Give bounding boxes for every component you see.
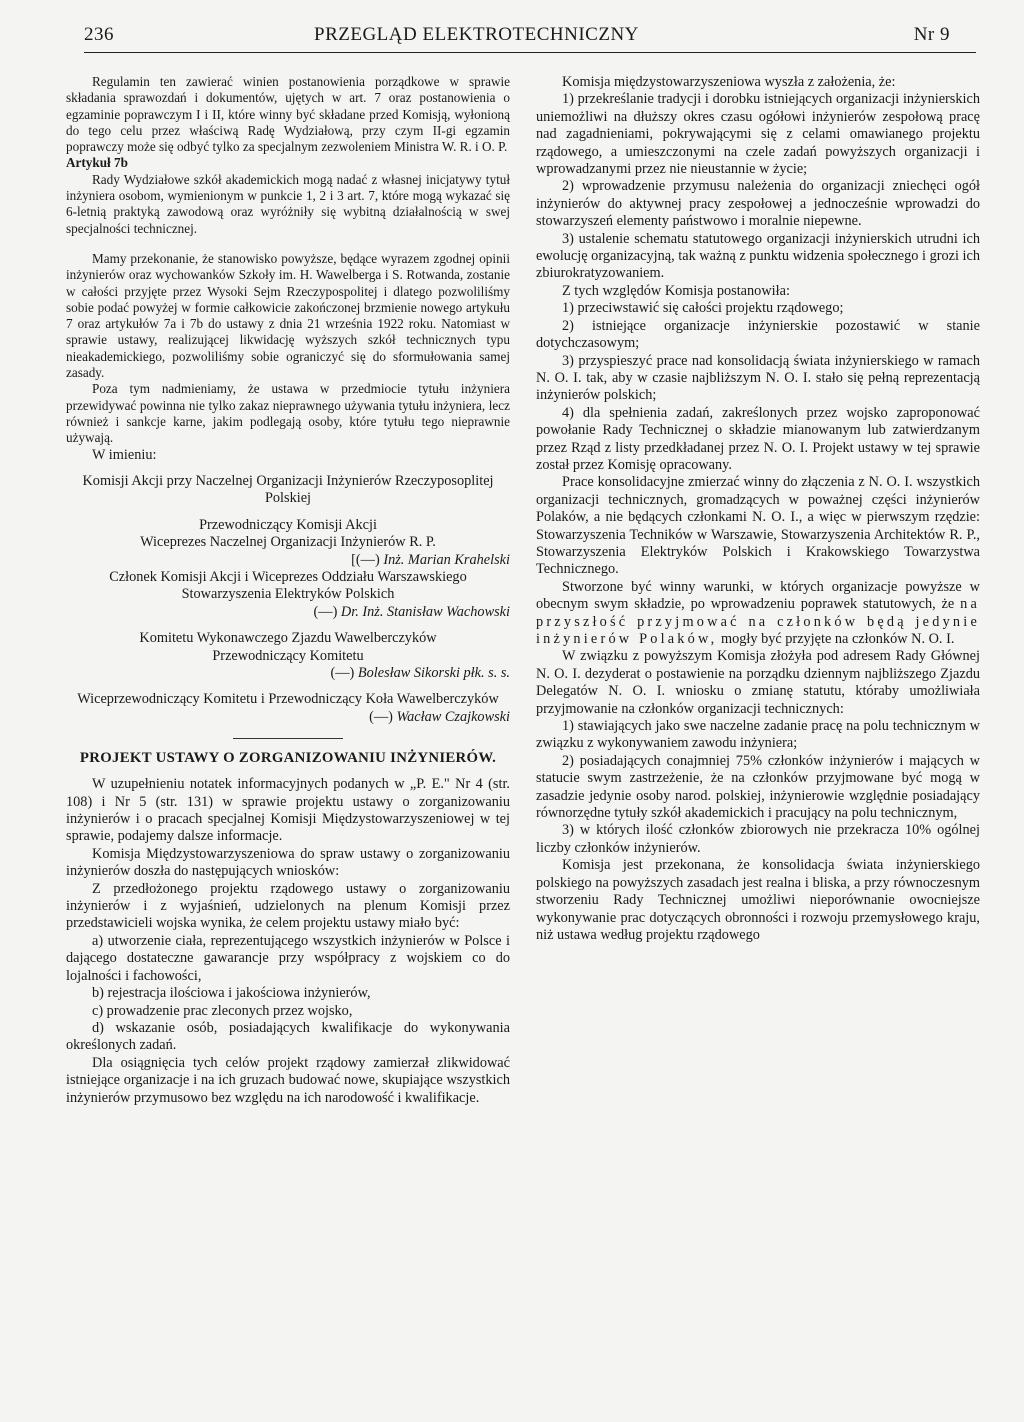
article-heading: Artykuł 7b	[66, 155, 128, 171]
signatory-name: Dr. Inż. Stanisław Wachowski	[340, 603, 510, 620]
list-item: 1) przeciwstawić się całości projektu rządowego;	[562, 300, 844, 317]
issue-number: Nr 9	[913, 24, 950, 45]
paragraph: W imieniu:	[92, 446, 157, 463]
paragraph: W związku z powyższym Komisja złożyła pod adresem Rady Głównej N. O. I. dezyderat o postawienie na porządku dziennym najbliższego Zjazdu Delegatów N. O. I. wniosku o zmianę statutu, któraby umożliwiała przyjmowanie na członków organizacji technicznych:	[536, 648, 980, 717]
page-header	[84, 18, 976, 53]
signature-mark: (—)	[330, 665, 355, 681]
paragraph-text: Stworzone być winny warunki, w których organizacje powyższe w obecnym swym składzie, po wprowadzeniu poprawek statutowych, że	[536, 578, 980, 613]
list-item: a) utworzenie ciała, reprezentującego wszystkich inżynierów w Polsce i dającego dostateczne gawarancje przy współpracy z wojskiem co do lojalności i fachowości,	[66, 932, 510, 984]
signature	[66, 604, 510, 621]
paragraph: Regulamin ten zawierać winien postanowienia porządkowe w sprawie składania sprawozdań i dokumentów, ujętych w art. 7 oraz postanowienia o egzaminie poprawczym I i II, które winny być składane przed Komisją, wyłonioną do tego celu przez właściwą Radę Wydziałową, przy czym II-gi egzamin poprawczy może się odbyć tylko za specjalnym zezwoleniem Ministra W. R. i O. P.	[66, 74, 510, 155]
paragraph: Mamy przekonanie, że stanowisko powyższe, będące wyrazem zgodnej opinii inżynierów oraz wychowanków Szkoły im. H. Wawelberga i S. Rotwanda, zostanie w całości przyjęte przez Wysoki Sejm Rzeczypospolitej i dlatego pozwoliliśmy sobie podać powyżej w formie całkowicie zakończonej brzmienie nowego artykułu 7 oraz artykułów 7a i 7b do ustawy z dnia 21 września 1922 roku. Natomiast w sprawie ustawy, realizującej likwidację wyższych szkół technicznych typu nieakademickiego, pozwoliliśmy sobie ograniczyć się do sformułowania samej zasady.	[66, 250, 510, 381]
section-title: PROJEKT USTAWY O ZORGANIZOWANIU INŻYNIERÓW.	[79, 750, 497, 767]
organization-name: Komisji Akcji przy Naczelnej Organizacji Inżynierów Rzeczyposoplitej Polskiej	[82, 472, 494, 507]
paragraph: Komisja międzystowarzyszeniowa wyszła z założenia, że:	[562, 74, 896, 90]
organization-name: Wiceprzewodniczący Komitetu i Przewodniczący Koła Wawelberczyków	[77, 691, 499, 708]
paragraph: Z tych względów Komisja postanowiła:	[562, 282, 790, 299]
organization-name: Komitetu Wykonawczego Zjazdu Wawelberczyków	[139, 630, 437, 647]
emphasized-text: na przyszłość przyjmować na członków będą jedynie inżynierów Polaków,	[536, 596, 981, 647]
paragraph: Poza tym nadmieniamy, że ustawa w przedmiocie tytułu inżyniera przewidywać powinna nie tylko zakaz nieprawnego używania tytułu inżyniera, lecz również i sankcje karne, jakim podlegają osoby, które tytułu tego nieprawnie używają.	[66, 381, 510, 446]
signatory-name: Inż. Marian Krahelski	[383, 551, 510, 568]
list-item: 3) w których ilość członków zbiorowych nie przekracza 10% ogólnej liczby członków inżynierów.	[536, 822, 980, 856]
paragraph: W uzupełnieniu notatek informacyjnych podanych w „P. E." Nr 4 (str. 108) i Nr 5 (str. 131) w sprawie projektu ustawy o zorganizowaniu inżynierów i o pracach specjalnej Komisji Międzystowarzyszeniowej w tej sprawie, podajemy dalsze informacje.	[66, 776, 510, 845]
signature-mark: (—)	[369, 708, 393, 725]
signature-mark: (—)	[313, 603, 338, 620]
paragraph: Z przedłożonego projektu rządowego ustawy o zorganizowaniu inżynierów i z wyjaśnień, udzielonych na plenum Komisji przez przedstawicieli wojska wynika, że celem projektu ustawy miało być:	[66, 880, 510, 932]
paragraph-text: mogły być przyjęte na członków N. O. I.	[720, 631, 955, 647]
list-item: b) rejestracja ilościowa i jakościowa inżynierów,	[92, 985, 371, 1002]
journal-title: PRZEGLĄD ELEKTROTECHNICZNY	[314, 24, 639, 45]
signatory-role: Przewodniczący Komitetu	[212, 647, 364, 664]
paragraph: Komisja Międzystowarzyszeniowa do spraw ustawy o zorganizowaniu inżynierów doszła do następujących wniosków:	[66, 845, 510, 880]
signature-mark: [(—)	[351, 551, 380, 568]
list-item: d) wskazanie osób, posiadających kwalifikacje do wykonywania określonych zadań.	[66, 1019, 510, 1054]
signature	[66, 665, 510, 682]
left-column	[66, 74, 510, 1107]
list-item: 2) posiadających conajmniej 75% członków inżynierów i mających w statucie swym zastrzeżenie, że na członków przyjmowane być mogą w zasadzie jedynie osoby narod. polskiej, inżynierowie względnie posiadający równorzędne tytuły szkół akademickich i pracujący na polu technicznym,	[536, 752, 980, 822]
list-item: 1) przekreślanie tradycji i dorobku istniejących organizacji inżynierskich uniemożliwi na dłuższy okres czasu ogółowi inżynierów zespołową pracę nad zagadnieniami, pokrywającymi się z celami omawianego projektu rządowego, a umieszczonymi na czele zadań powyższych organizacji i wprowadzanymi przez nie nieustannie w życie;	[536, 91, 980, 178]
signatory-role: Wiceprezes Naczelnej Organizacji Inżynierów R. P.	[140, 534, 436, 551]
paragraph	[536, 579, 980, 649]
list-item: 4) dla spełnienia zadań, zakreślonych przez wojsko zaproponować powołanie Rady Technicznej o składzie mianowanym lub zatwierdzanym przez Rząd z listy przedkładanej przez N. O. I. Projekt ustawy w tej sprawie został przez Komisję opracowany.	[536, 404, 980, 473]
list-item: 2) wprowadzenie przymusu należenia do organizacji zniechęci ogół inżynierów do aktywnej pracy zespołowej a jednocześnie wprowadzi do stowarzyszeń elementy państwowo i moralnie niepewne.	[536, 178, 980, 230]
paragraph: Dla osiągnięcia tych celów projekt rządowy zamierzał zlikwidować istniejące organizacje i na ich gruzach budować nowe, skupiające wszystkich inżynierów przymusowo bez względu na ich narodowość i kwalifikacje.	[66, 1054, 510, 1106]
page-number: 236	[84, 24, 114, 45]
paragraph: Komisja jest przekonana, że konsolidacja świata inżynierskiego polskiego na powyższych zasadach jest realna i bliska, a przy równoczesnym stworzeniu Rady Technicznej umożliwi nieporównanie owocniejsze wykonywanie prac dotyczących obronności i rozwoju przemysłowego kraju, niż ustawa według projektu rządowego	[536, 857, 980, 943]
signature	[66, 709, 510, 726]
signature	[66, 552, 510, 569]
section-divider	[233, 738, 343, 739]
list-item: 3) przyspieszyć prace nad konsolidacją świata inżynierskiego w ramach N. O. I. tak, aby w czasie najbliższym N. O. I. stało się pełną reprezentacją inżynierów polskich;	[536, 352, 980, 404]
list-item: 3) ustalenie schematu statutowego organizacji inżynierskich utrudni ich ewolucję organizacyjną, tak ważną z punktu widzenia społecznego i grozi ich zbiurokratyzowaniem.	[536, 230, 980, 282]
signatory-name: Bolesław Sikorski płk. s. s.	[357, 665, 510, 681]
organization-name: Członek Komisji Akcji i Wiceprezes Oddziału Warszawskiego Stowarzyszenia Elektryków Polskich	[109, 568, 467, 603]
list-item: 1) stawiających jako swe naczelne zadanie pracę na polu technicznym w związku z wykonywaniem zawodu inżyniera;	[536, 718, 980, 752]
paragraph: Rady Wydziałowe szkół akademickich mogą nadać z własnej inicjatywy tytuł inżyniera osobom, wymienionym w punkcie 1, 2 i 3 art. 7, które mogą wykazać się 6-letnią praktyką zawodową oraz wyróżniły się wybitną działalnością w swej specjalności technicznej.	[66, 171, 510, 236]
signatory-role: Przewodniczący Komisji Akcji	[199, 516, 377, 533]
right-column	[536, 74, 980, 944]
paragraph: Prace konsolidacyjne zmierzać winny do złączenia z N. O. I. wszystkich organizacji technicznych, gromadzących w poważnej części inżynierów Polaków, a nie będących członkami N. O. I., a więc w pierwszym rzędzie: Stowarzyszenia Techników w Warszawie, Stowarzyszenia Architektów R. P., Stowarzyszenia Elektryków Polskich i Krakowskiego Towarzystwa Technicznego.	[536, 474, 980, 578]
signatory-name: Wacław Czajkowski	[396, 708, 510, 725]
list-item: 2) istniejące organizacje inżynierskie pozostawić w stanie dotychczasowym;	[536, 317, 980, 352]
list-item: c) prowadzenie prac zleconych przez wojsko,	[92, 1002, 353, 1019]
